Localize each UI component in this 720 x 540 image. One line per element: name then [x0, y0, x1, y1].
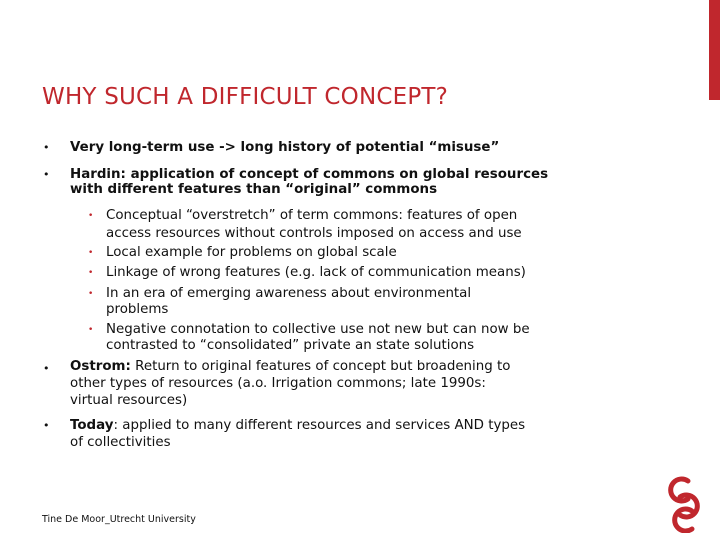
- sub-bullet-5-line-2: contrasted to “consolidated” private an state solutions: [106, 338, 475, 353]
- sub-bullet-5-line-1: Negative connotation to collective use not new but can now be: [106, 322, 530, 337]
- bullet-dot: •: [43, 419, 50, 432]
- slide-title: WHY SUCH A DIFFICULT CONCEPT?: [42, 84, 449, 110]
- bullet-2-line-2: with different features than “original” commons: [70, 182, 438, 197]
- bullet-4-line-2: of collectivities: [70, 435, 171, 450]
- sub-bullet-dot: •: [88, 248, 94, 258]
- bullet-3-line-1: [70, 359, 510, 375]
- sub-bullet-dot: •: [88, 211, 94, 221]
- sub-bullet-4-line-2: problems: [106, 302, 169, 317]
- bullet-4-line-1: [70, 418, 525, 434]
- footer-credit: Tine De Moor_Utrecht University: [42, 514, 196, 525]
- sub-bullet-1-line-1: Conceptual “overstretch” of term commons: features of open: [106, 208, 518, 223]
- bullet-dot: •: [43, 168, 50, 181]
- sub-bullet-3: Linkage of wrong features (e.g. lack of communication means): [106, 265, 526, 280]
- sub-bullet-2: Local example for problems on global scale: [106, 245, 397, 260]
- bullet-3-head: Ostrom:: [70, 359, 131, 374]
- bullet-4-text: : applied to many different resources and services AND types: [113, 418, 526, 433]
- sub-bullet-dot: •: [88, 325, 94, 335]
- university-logo-icon: [662, 475, 706, 533]
- bullet-2-line-1: Hardin: application of concept of commons on global resources: [70, 167, 549, 182]
- sub-bullet-1-line-2: access resources without controls imposed on access and use: [106, 226, 522, 241]
- bullet-3-text: Return to original features of concept but broadening to: [130, 359, 511, 374]
- bullet-dot: •: [43, 141, 50, 154]
- sub-bullet-dot: •: [88, 289, 94, 299]
- sub-bullet-dot: •: [88, 268, 94, 278]
- sub-bullet-4-line-1: In an era of emerging awareness about environmental: [106, 286, 472, 301]
- bullet-dot: •: [43, 362, 50, 375]
- bullet-3-line-2: other types of resources (a.o. Irrigation commons; late 1990s:: [70, 376, 486, 391]
- bullet-3-line-3: virtual resources): [70, 393, 188, 408]
- bullet-4-head: Today: [70, 418, 114, 433]
- bullet-1: Very long-term use -> long history of potential “misuse”: [70, 140, 500, 155]
